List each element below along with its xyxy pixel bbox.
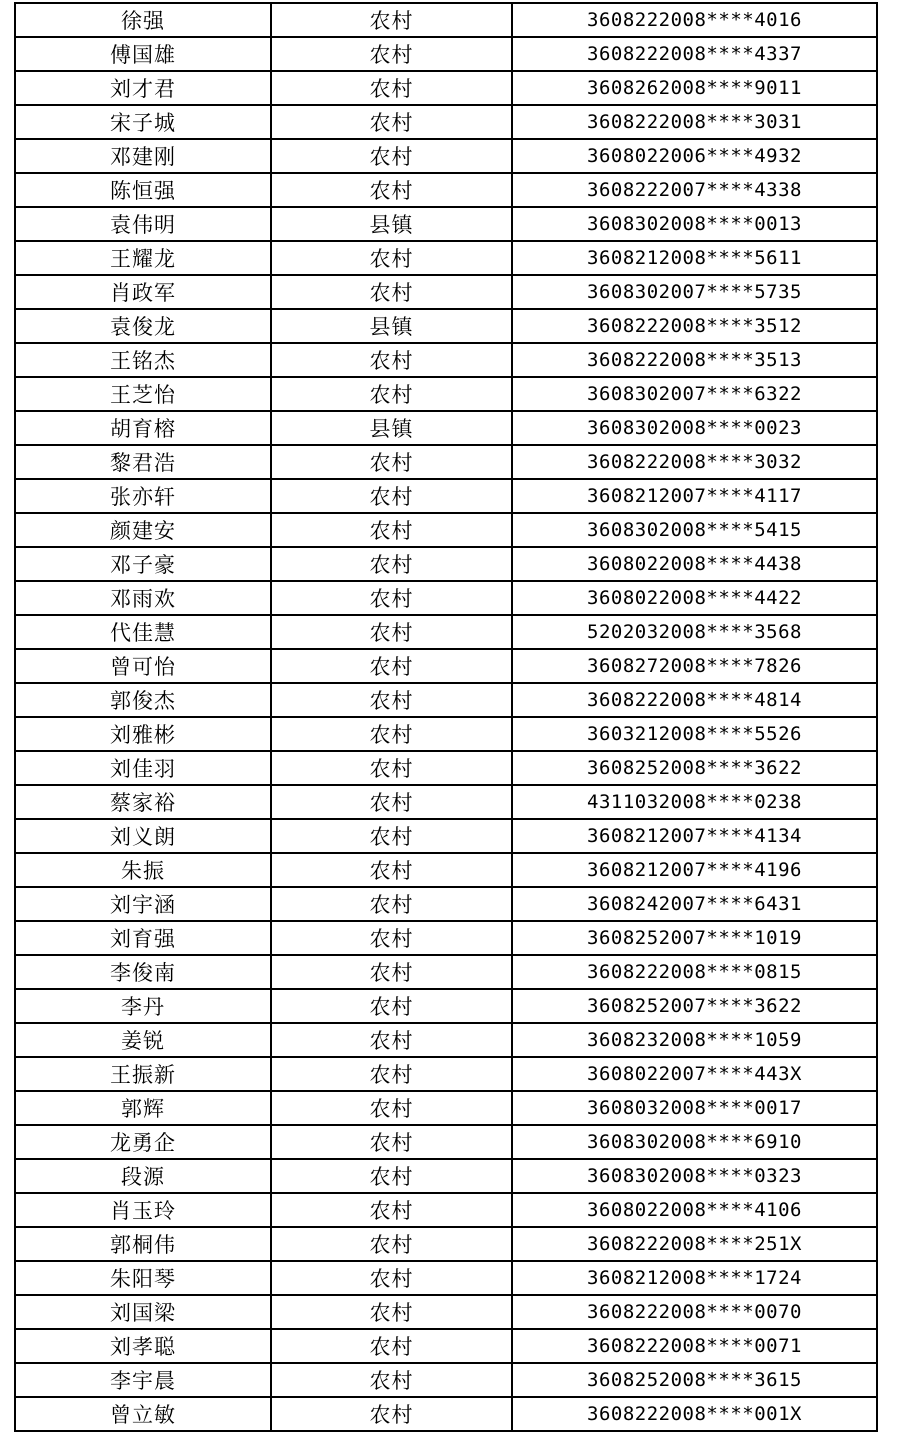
- cell-name: 黎君浩: [15, 445, 271, 479]
- cell-id-number: 3608222008****0070: [512, 1295, 877, 1329]
- cell-name: 肖玉玲: [15, 1193, 271, 1227]
- table-row: [15, 717, 877, 751]
- cell-id-number: 3608022007****443X: [512, 1057, 877, 1091]
- cell-id-number: 3608222008****4814: [512, 683, 877, 717]
- cell-household-type: 农村: [271, 921, 512, 955]
- cell-name: 朱振: [15, 853, 271, 887]
- table-row: [15, 785, 877, 819]
- table-row: [15, 37, 877, 71]
- cell-household-type: 农村: [271, 1091, 512, 1125]
- cell-name: 刘才君: [15, 71, 271, 105]
- cell-household-type: 农村: [271, 445, 512, 479]
- cell-name: 刘佳羽: [15, 751, 271, 785]
- cell-household-type: 农村: [271, 581, 512, 615]
- cell-id-number: 3608302008****0013: [512, 207, 877, 241]
- table-row: [15, 445, 877, 479]
- table-row: [15, 1193, 877, 1227]
- cell-household-type: 农村: [271, 649, 512, 683]
- cell-id-number: 3608262008****9011: [512, 71, 877, 105]
- cell-name: 姜锐: [15, 1023, 271, 1057]
- cell-id-number: 3608222008****0815: [512, 955, 877, 989]
- cell-id-number: 3608302008****5415: [512, 513, 877, 547]
- cell-id-number: 3608222008****4337: [512, 37, 877, 71]
- cell-id-number: 3608022008****4422: [512, 581, 877, 615]
- cell-name: 王耀龙: [15, 241, 271, 275]
- table-row: [15, 173, 877, 207]
- table-row: [15, 581, 877, 615]
- cell-id-number: 3608222008****4016: [512, 3, 877, 37]
- cell-household-type: 县镇: [271, 411, 512, 445]
- cell-household-type: 农村: [271, 1227, 512, 1261]
- table-row: [15, 1329, 877, 1363]
- cell-household-type: 农村: [271, 241, 512, 275]
- cell-household-type: 农村: [271, 173, 512, 207]
- cell-name: 袁伟明: [15, 207, 271, 241]
- table-row: [15, 3, 877, 37]
- cell-id-number: 3608302007****5735: [512, 275, 877, 309]
- table-row: [15, 71, 877, 105]
- cell-id-number: 3608252008****3615: [512, 1363, 877, 1397]
- cell-household-type: 农村: [271, 717, 512, 751]
- cell-name: 刘育强: [15, 921, 271, 955]
- cell-id-number: 4311032008****0238: [512, 785, 877, 819]
- cell-household-type: 农村: [271, 989, 512, 1023]
- cell-household-type: 农村: [271, 343, 512, 377]
- cell-household-type: 农村: [271, 785, 512, 819]
- cell-household-type: 农村: [271, 1295, 512, 1329]
- cell-household-type: 农村: [271, 1159, 512, 1193]
- cell-household-type: 农村: [271, 105, 512, 139]
- cell-id-number: 3608222008****3032: [512, 445, 877, 479]
- cell-id-number: 3608022006****4932: [512, 139, 877, 173]
- cell-id-number: 3608302008****6910: [512, 1125, 877, 1159]
- cell-household-type: 农村: [271, 1363, 512, 1397]
- table-row: [15, 649, 877, 683]
- cell-household-type: 农村: [271, 1193, 512, 1227]
- cell-name: 王振新: [15, 1057, 271, 1091]
- cell-name: 龙勇企: [15, 1125, 271, 1159]
- cell-name: 宋子城: [15, 105, 271, 139]
- table-row: [15, 309, 877, 343]
- cell-id-number: 3608222008****3031: [512, 105, 877, 139]
- cell-name: 胡育榕: [15, 411, 271, 445]
- table-row: [15, 887, 877, 921]
- cell-name: 曾立敏: [15, 1397, 271, 1431]
- table-row: [15, 411, 877, 445]
- cell-name: 郭辉: [15, 1091, 271, 1125]
- cell-name: 刘孝聪: [15, 1329, 271, 1363]
- table-row: [15, 241, 877, 275]
- document-page: [0, 2, 900, 1435]
- table-row: [15, 1057, 877, 1091]
- table-row: [15, 1363, 877, 1397]
- cell-id-number: 3608252007****3622: [512, 989, 877, 1023]
- cell-name: 陈恒强: [15, 173, 271, 207]
- cell-id-number: 3608212008****5611: [512, 241, 877, 275]
- cell-name: 徐强: [15, 3, 271, 37]
- table-row: [15, 513, 877, 547]
- cell-name: 郭桐伟: [15, 1227, 271, 1261]
- table-row: [15, 921, 877, 955]
- cell-name: 王铭杰: [15, 343, 271, 377]
- table-row: [15, 1261, 877, 1295]
- cell-name: 袁俊龙: [15, 309, 271, 343]
- table-row: [15, 479, 877, 513]
- table-row: [15, 615, 877, 649]
- table-row: [15, 377, 877, 411]
- table-row: [15, 1295, 877, 1329]
- cell-household-type: 农村: [271, 513, 512, 547]
- cell-household-type: 农村: [271, 1057, 512, 1091]
- cell-id-number: 3608222008****251X: [512, 1227, 877, 1261]
- cell-household-type: 农村: [271, 71, 512, 105]
- cell-id-number: 3608212007****4196: [512, 853, 877, 887]
- cell-name: 蔡家裕: [15, 785, 271, 819]
- table-row: [15, 343, 877, 377]
- cell-name: 刘义朗: [15, 819, 271, 853]
- cell-household-type: 农村: [271, 37, 512, 71]
- cell-id-number: 3608212007****4134: [512, 819, 877, 853]
- cell-name: 刘国梁: [15, 1295, 271, 1329]
- table-row: [15, 751, 877, 785]
- cell-household-type: 农村: [271, 853, 512, 887]
- cell-name: 邓雨欢: [15, 581, 271, 615]
- cell-id-number: 3608302007****6322: [512, 377, 877, 411]
- cell-id-number: 3608222008****0071: [512, 1329, 877, 1363]
- cell-id-number: 3608022008****4438: [512, 547, 877, 581]
- cell-id-number: 3608222008****3512: [512, 309, 877, 343]
- roster-table-body: [15, 3, 877, 1431]
- cell-household-type: 农村: [271, 479, 512, 513]
- table-row: [15, 275, 877, 309]
- cell-name: 傅国雄: [15, 37, 271, 71]
- cell-id-number: 3608022008****4106: [512, 1193, 877, 1227]
- table-row: [15, 819, 877, 853]
- cell-id-number: 3608222007****4338: [512, 173, 877, 207]
- cell-id-number: 3608032008****0017: [512, 1091, 877, 1125]
- cell-name: 邓建刚: [15, 139, 271, 173]
- cell-name: 张亦轩: [15, 479, 271, 513]
- cell-household-type: 农村: [271, 683, 512, 717]
- cell-id-number: 3608212008****1724: [512, 1261, 877, 1295]
- table-row: [15, 1397, 877, 1431]
- cell-name: 李俊南: [15, 955, 271, 989]
- cell-name: 李丹: [15, 989, 271, 1023]
- cell-household-type: 农村: [271, 377, 512, 411]
- cell-household-type: 农村: [271, 955, 512, 989]
- cell-household-type: 农村: [271, 1125, 512, 1159]
- cell-name: 曾可怡: [15, 649, 271, 683]
- cell-household-type: 农村: [271, 887, 512, 921]
- cell-id-number: 3608242007****6431: [512, 887, 877, 921]
- cell-household-type: 农村: [271, 1261, 512, 1295]
- cell-id-number: 3608302008****0323: [512, 1159, 877, 1193]
- cell-id-number: 3608302008****0023: [512, 411, 877, 445]
- cell-name: 段源: [15, 1159, 271, 1193]
- cell-name: 王芝怡: [15, 377, 271, 411]
- cell-name: 李宇晨: [15, 1363, 271, 1397]
- table-row: [15, 1125, 877, 1159]
- cell-household-type: 农村: [271, 751, 512, 785]
- table-row: [15, 1159, 877, 1193]
- cell-household-type: 农村: [271, 1329, 512, 1363]
- table-row: [15, 105, 877, 139]
- cell-household-type: 县镇: [271, 309, 512, 343]
- cell-name: 刘雅彬: [15, 717, 271, 751]
- cell-household-type: 农村: [271, 275, 512, 309]
- cell-name: 郭俊杰: [15, 683, 271, 717]
- cell-household-type: 农村: [271, 139, 512, 173]
- cell-household-type: 县镇: [271, 207, 512, 241]
- table-row: [15, 683, 877, 717]
- cell-household-type: 农村: [271, 547, 512, 581]
- table-row: [15, 955, 877, 989]
- cell-name: 颜建安: [15, 513, 271, 547]
- cell-household-type: 农村: [271, 1023, 512, 1057]
- table-row: [15, 1227, 877, 1261]
- table-row: [15, 989, 877, 1023]
- cell-id-number: 3608272008****7826: [512, 649, 877, 683]
- cell-name: 邓子豪: [15, 547, 271, 581]
- table-row: [15, 547, 877, 581]
- cell-name: 刘宇涵: [15, 887, 271, 921]
- cell-name: 肖政军: [15, 275, 271, 309]
- cell-household-type: 农村: [271, 615, 512, 649]
- cell-id-number: 3608222008****001X: [512, 1397, 877, 1431]
- cell-name: 代佳慧: [15, 615, 271, 649]
- table-row: [15, 1091, 877, 1125]
- cell-id-number: 5202032008****3568: [512, 615, 877, 649]
- cell-id-number: 3608252007****1019: [512, 921, 877, 955]
- table-row: [15, 139, 877, 173]
- roster-table: [14, 2, 878, 1432]
- cell-id-number: 3608232008****1059: [512, 1023, 877, 1057]
- cell-household-type: 农村: [271, 3, 512, 37]
- table-row: [15, 207, 877, 241]
- cell-id-number: 3608212007****4117: [512, 479, 877, 513]
- cell-id-number: 3608222008****3513: [512, 343, 877, 377]
- table-row: [15, 1023, 877, 1057]
- cell-name: 朱阳琴: [15, 1261, 271, 1295]
- cell-household-type: 农村: [271, 819, 512, 853]
- cell-id-number: 3603212008****5526: [512, 717, 877, 751]
- table-row: [15, 853, 877, 887]
- cell-id-number: 3608252008****3622: [512, 751, 877, 785]
- cell-household-type: 农村: [271, 1397, 512, 1431]
